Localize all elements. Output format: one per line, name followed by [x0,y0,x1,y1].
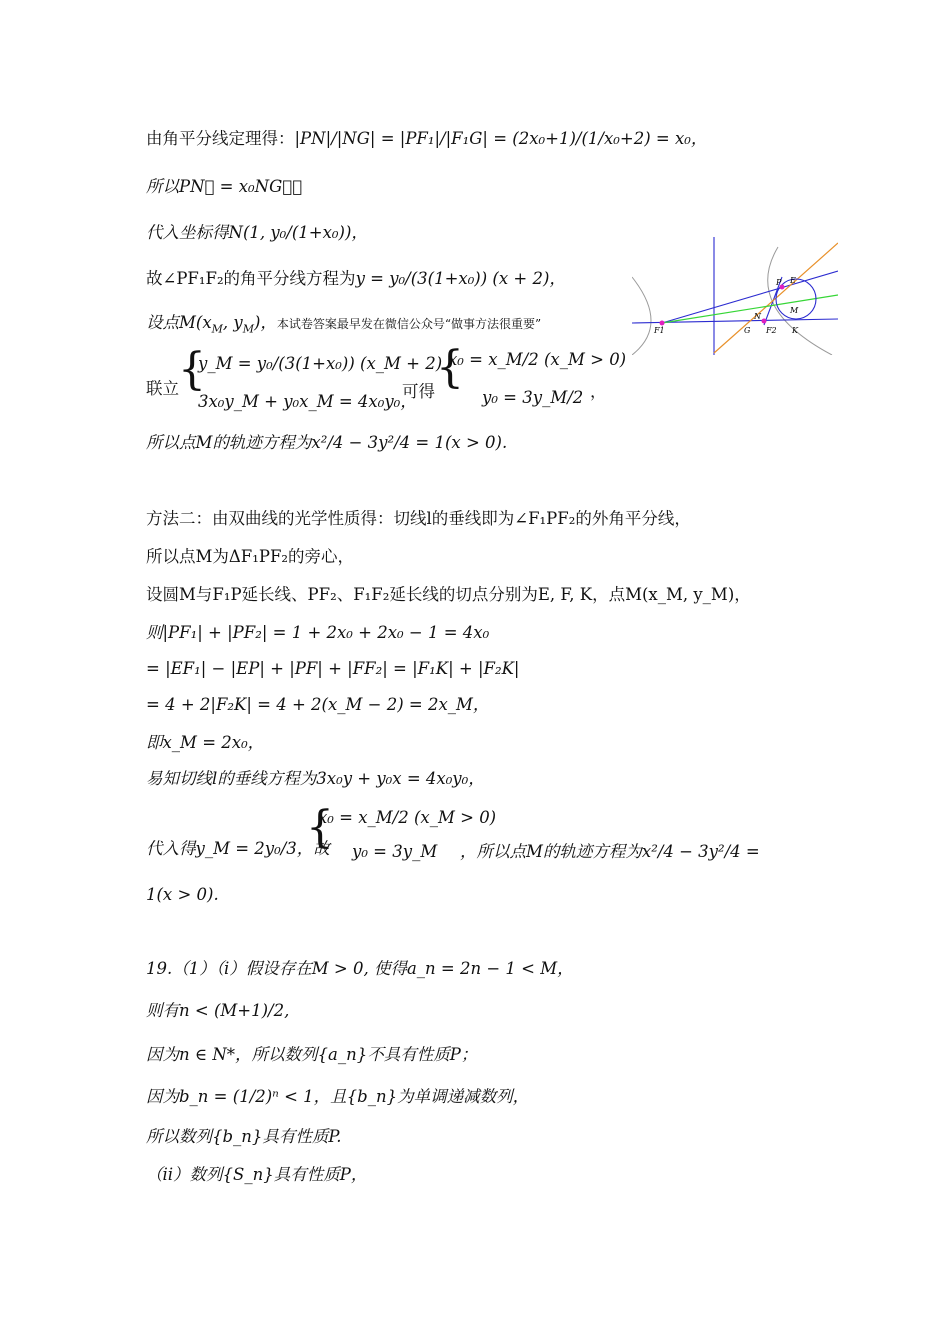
sub: M [211,322,223,336]
m2-result-eq2: y₀ = 3y_M [352,842,438,861]
line-q19-4: 因为b_n = (1/2)ⁿ < 1，且{b_n}为单调递减数列， [146,1087,530,1106]
system-eq2: 3x₀y_M + y₀x_M = 4x₀y₀， [198,392,417,411]
line-method2-2: 所以点M为ΔF₁PF₂的旁心， [146,547,355,566]
line-bisector [662,295,838,323]
label-f1: F1 [654,326,665,335]
line-method2-7: 即x_M = 2x₀， [146,733,265,752]
label-n: N [754,312,761,321]
line-method2-9-prefix: 代入得y_M = 2y₀/3，故 [146,839,330,858]
line-vector-relation: 所以PN⃗ = x₀NG⃗， [146,177,303,196]
label-kede: 可得 [402,382,435,401]
line-method2-5: = |EF₁| − |EP| + |PF| + |FF₂| = |F₁K| + |F₂K| [146,659,520,678]
line-q19-6: （ⅱ）数列{S_n}具有性质P， [146,1165,368,1184]
line-set-point-m [146,312,541,340]
math: |PN|/|NG| = |PF₁|/|F₁G| = (2x₀+1)/(1/x₀+2) = x₀， [294,129,708,148]
result-eq1: x₀ = x_M/2 (x_M > 0) [448,350,627,369]
right-brace: { [436,342,464,393]
line-f1-p [662,271,838,323]
line-method2-1: 方法二：由双曲线的光学性质得：切线l的垂线即为∠F₁PF₂的外角平分线， [146,509,691,528]
result-eq2: y₀ = 3y_M/2 [482,388,584,407]
label-lianli: 联立 [146,379,179,398]
line-q19-5: 所以数列{b_n}具有性质P. [146,1127,342,1146]
line-q19-2: 则有n < (M+1)/2, [146,1001,290,1020]
m2-result-eq1: x₀ = x_M/2 (x_M > 0) [318,808,497,827]
hyperbola-left-branch [632,277,651,355]
line-angle-bisector-theorem [146,128,707,150]
math: )， [253,313,277,332]
line-method2-8: 易知切线l的垂线方程为3x₀y + y₀x = 4x₀y₀， [146,769,485,788]
sub: M [242,322,254,336]
point-f1 [660,321,665,326]
line-coordinate-n: 代入坐标得N(1, y₀/(1+x₀))， [146,223,368,242]
line-method2-10: 1(x > 0). [146,885,219,904]
comma: ， [590,382,607,401]
line-method2-3: 设圆M与F₁P延长线、PF₂、F₁F₂延长线的切点分别为E, F, K，点M(x_M, y_M)， [146,585,751,604]
line-method2-4: 则|PF₁| + |PF₂| = 1 + 2x₀ + 2x₀ − 1 = 4x₀ [146,623,490,642]
point-f2 [762,319,767,324]
text: 由角平分线定理得： [146,129,295,148]
math: , y [222,313,243,332]
system-eq1: y_M = y₀/(3(1+x₀)) (x_M + 2) [198,354,443,373]
label-k: K [792,326,798,335]
line-method2-6: = 4 + 2|F₂K| = 4 + 2(x_M − 2) = 2x_M， [146,695,490,714]
left-brace: { [178,344,206,395]
line-bisector-equation [146,268,566,290]
text: 故∠PF₁F₂的角平分线方程为 [146,269,356,288]
hyperbola-excircle-diagram [632,237,838,355]
watermark-note: 本试卷答案最早发在微信公众号“做事方法很重要” [276,317,542,331]
label-f2: F2 [766,326,777,335]
line-q19-3: 因为n ∈ N*，所以数列{a_n}不具有性质P； [146,1045,478,1064]
line-locus-1: 所以点M的轨迹方程为x²/4 − 3y²/4 = 1(x > 0). [146,433,508,452]
label-m: M [790,306,799,315]
label-p: P [776,278,782,287]
line-q19-1: 19.（1）（ⅰ）假设存在M > 0, 使得a_n = 2n − 1 < M， [146,959,574,978]
label-g: G [744,326,751,335]
line-method2-9-end: ，所以点M的轨迹方程为x²/4 − 3y²/4 = [460,842,760,861]
math: y = y₀/(3(1+x₀)) (x + 2)， [355,269,566,288]
label-e: E [790,276,796,285]
math: 设点M(x [146,313,212,332]
brace-2: { [306,802,334,853]
